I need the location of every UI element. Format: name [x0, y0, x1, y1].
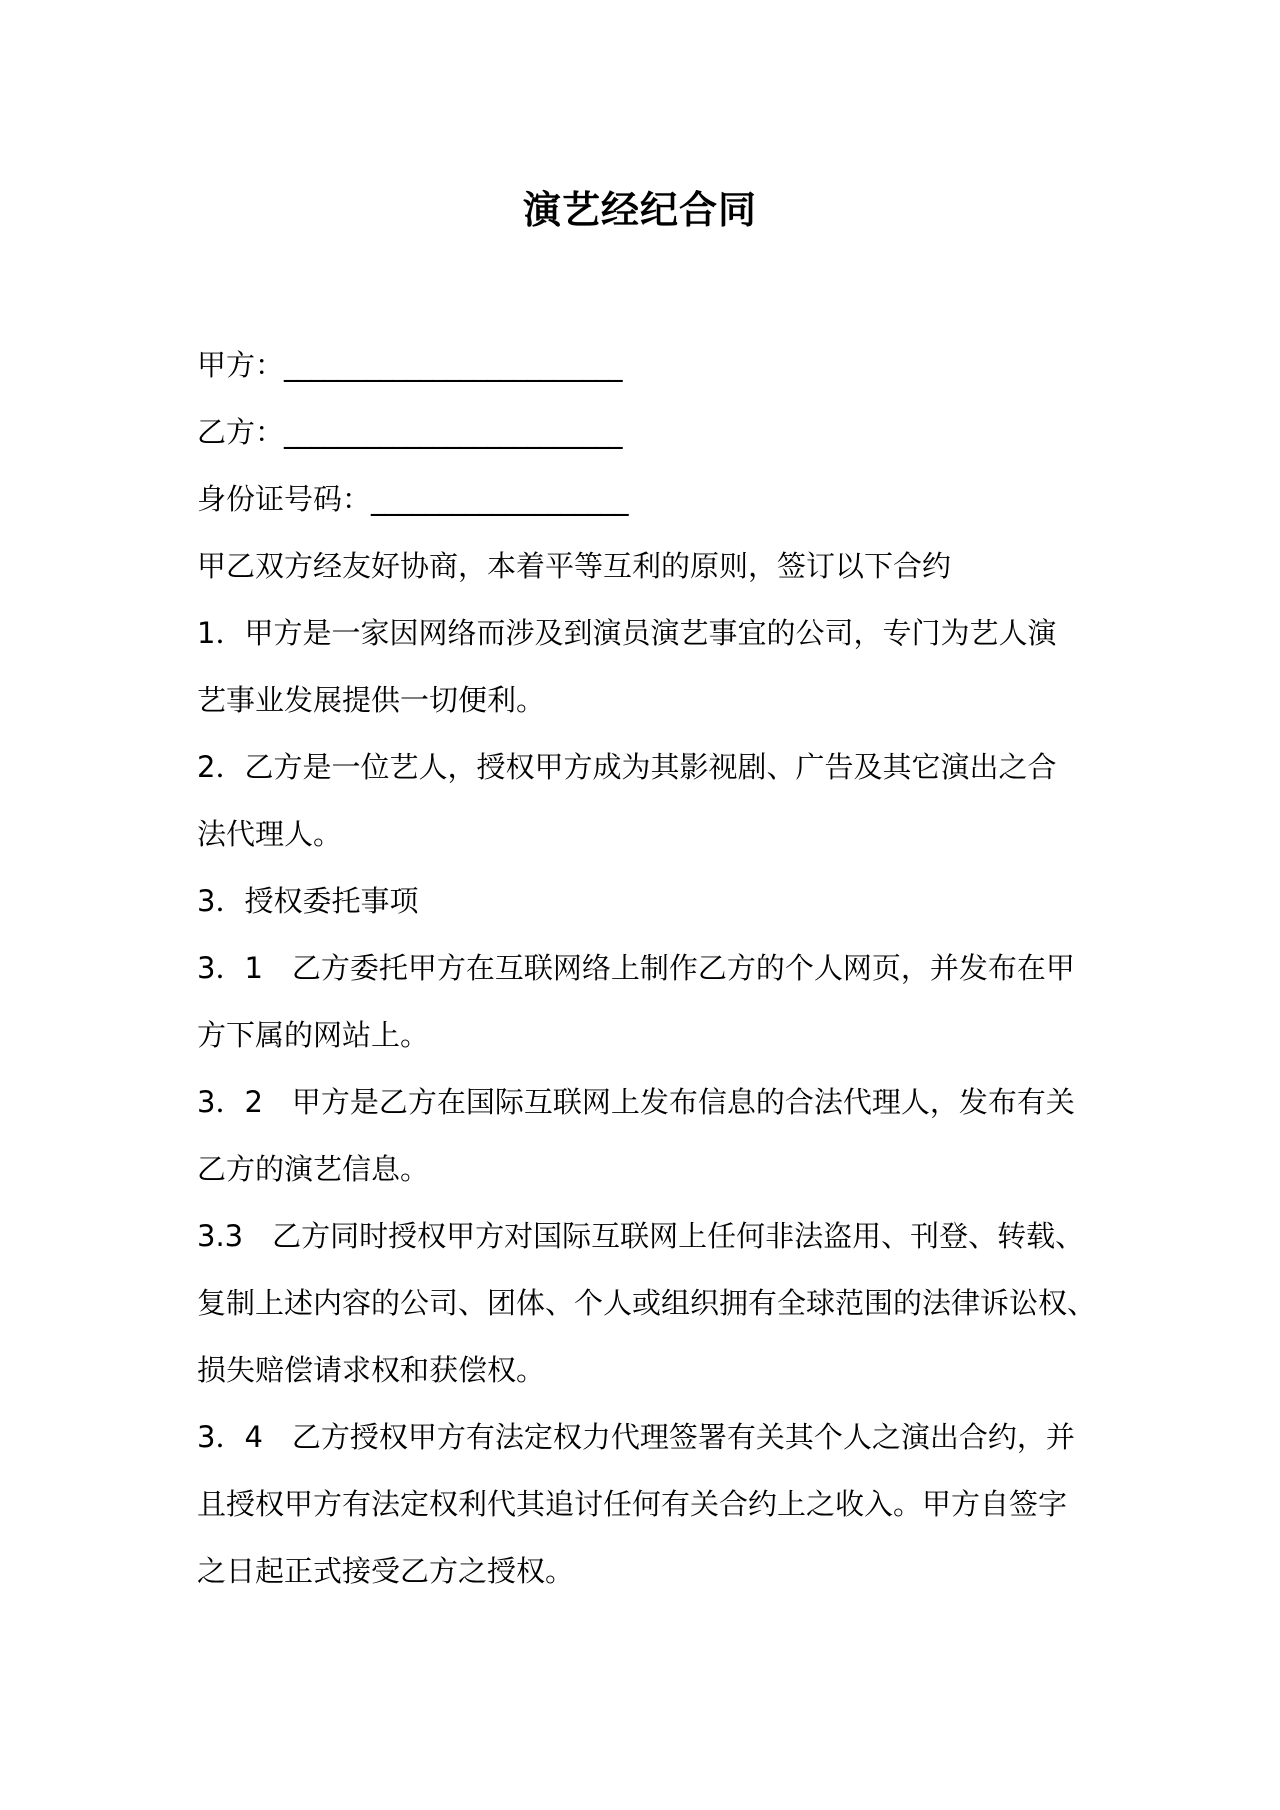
party-a-field — [197, 332, 1097, 399]
contract-line: 2．乙方是一位艺人，授权甲方成为其影视剧、广告及其它演出之合 — [197, 750, 1057, 784]
contract-line: 甲乙双方经友好协商，本着平等互利的原则，签订以下合约 — [197, 549, 952, 583]
contract-line: 1．甲方是一家因网络而涉及到演员演艺事宜的公司，专门为艺人演 — [197, 616, 1057, 650]
id-number-blank: ___________________ — [371, 482, 628, 516]
contract-line: 3．授权委托事项 — [197, 884, 419, 918]
contract-line: 3．1 乙方委托甲方在互联网络上制作乙方的个人网页，并发布在甲 — [197, 951, 1075, 985]
contract-line: 艺事业发展提供一切便利。 — [197, 683, 546, 717]
party-a-label: 甲方： — [197, 348, 285, 382]
contract-line: 3．2 甲方是乙方在国际互联网上发布信息的合法代理人，发布有关 — [197, 1085, 1075, 1119]
contract-line: 损失赔偿请求权和获偿权。 — [197, 1353, 546, 1387]
contract-line: 3．4 乙方授权甲方有法定权力代理签署有关其个人之演出合约，并 — [197, 1420, 1075, 1454]
party-b-field — [197, 399, 1097, 466]
contract-line: 之日起正式接受乙方之授权。 — [197, 1554, 575, 1588]
party-a-blank: _________________________ — [284, 348, 622, 382]
contract-line: 且授权甲方有法定权利代其追讨任何有关合约上之收入。甲方自签字 — [197, 1487, 1068, 1521]
party-b-blank: _________________________ — [284, 415, 622, 449]
contract-line: 3.3 乙方同时授权甲方对国际互联网上任何非法盗用、刊登、转载、 — [197, 1219, 1085, 1253]
contract-line: 复制上述内容的公司、团体、个人或组织拥有全球范围的法律诉讼权、 — [197, 1286, 1097, 1320]
contract-line: 方下属的网站上。 — [197, 1018, 430, 1052]
party-b-label: 乙方： — [197, 415, 285, 449]
document-body — [197, 332, 1097, 1605]
contract-line: 法代理人。 — [197, 817, 343, 851]
id-number-label: 身份证号码： — [197, 482, 372, 516]
document-title: 演艺经纪合同 — [522, 188, 757, 232]
contract-line: 乙方的演艺信息。 — [197, 1152, 430, 1186]
id-number-field — [197, 466, 1097, 533]
